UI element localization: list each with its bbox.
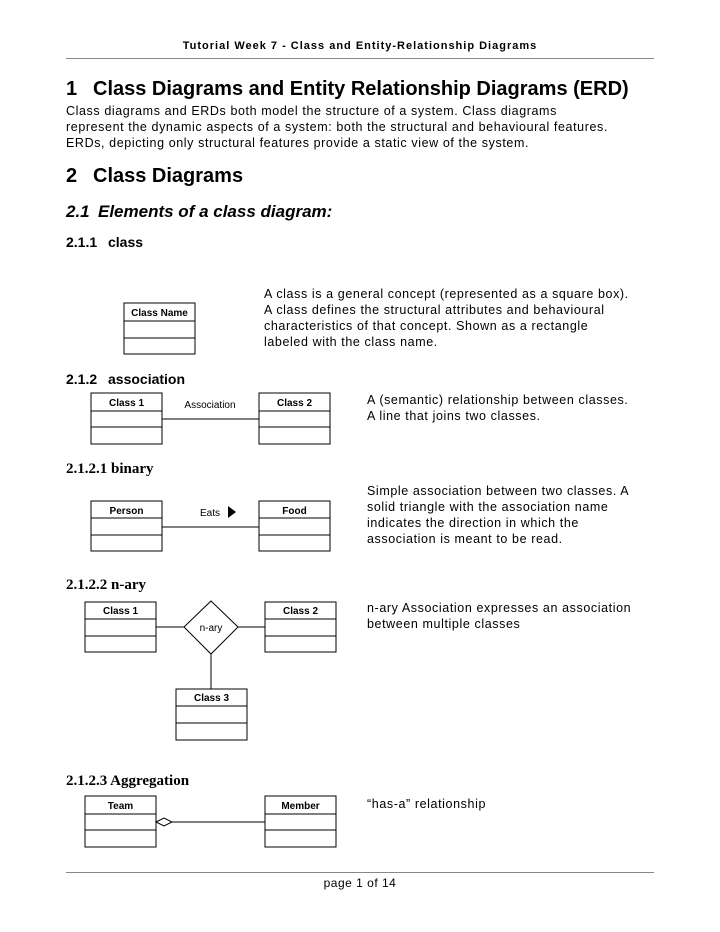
triangle-right-icon [228,506,236,518]
association-description-line: A (semantic) relationship between classes. [367,393,629,407]
footer-rule [66,872,654,873]
section-2-number: 2 [66,165,78,187]
binary-person-label: Person [109,506,144,517]
nary-class-1-label: Class 1 [102,606,139,617]
section-2-1-2-title: association [108,371,186,387]
binary-description-line: solid triangle with the association name [367,500,609,514]
section-nary-heading: 2.1.2.2 n-ary [66,577,146,593]
association-class-1-label: Class 1 [108,398,145,409]
section-2-1-1-number: 2.1.1 [66,234,98,250]
section-1-title: Class Diagrams and Entity Relationship Diagrams (ERD) [93,78,629,100]
binary-description-line: Simple association between two classes. A [367,484,630,498]
class-description-line: A class is a general concept (represented as a square box). [264,287,629,301]
binary-description-line: indicates the direction in which the [367,516,579,530]
aggregation-hollow-diamond-icon [156,818,172,826]
association-line-label: Association [184,400,236,411]
aggregation-description-line: “has-a” relationship [367,797,486,811]
section-1-line: represent the dynamic aspects of a system: both the structural and behavioural features. [66,120,608,134]
nary-diamond-label: n-ary [199,623,223,634]
binary-line-label: Eats [199,508,221,519]
class-description-line: A class defines the structural attributes and behavioural [264,303,605,317]
class-description-line: labeled with the class name. [264,335,438,349]
association-description-line: A line that joins two classes. [367,409,541,423]
nary-class-2-label: Class 2 [282,606,319,617]
running-header: Tutorial Week 7 - Class and Entity-Relationship Diagrams [182,40,538,52]
aggregation-team-label: Team [107,801,134,812]
section-1-number: 1 [66,78,78,100]
association-class-2-label: Class 2 [276,398,313,409]
section-1-line: ERDs, depicting only structural features provide a static view of the system. [66,136,530,150]
nary-description-line: between multiple classes [367,617,521,631]
section-2-1-2-number: 2.1.2 [66,371,98,387]
nary-description-line: n-ary Association expresses an association [367,601,632,615]
aggregation-member-label: Member [281,801,320,812]
binary-food-label: Food [282,506,307,517]
class-description-line: characteristics of that concept. Shown as a rectangle [264,319,589,333]
binary-description-line: association is meant to be read. [367,532,563,546]
section-1-line: Class diagrams and ERDs both model the structure of a system. Class diagrams [66,104,557,118]
section-2-1-1-title: class [108,234,144,250]
class-name-label: Class Name [131,308,188,319]
section-2-1-number: 2.1 [66,202,90,221]
page-number: page 1 of 14 [323,876,397,890]
section-aggregation-heading: 2.1.2.3 Aggregation [66,773,190,789]
section-2-title: Class Diagrams [93,165,244,187]
nary-class-3-label: Class 3 [193,693,230,704]
section-2-1-title: Elements of a class diagram: [98,202,333,221]
section-binary-heading: 2.1.2.1 binary [66,461,154,477]
